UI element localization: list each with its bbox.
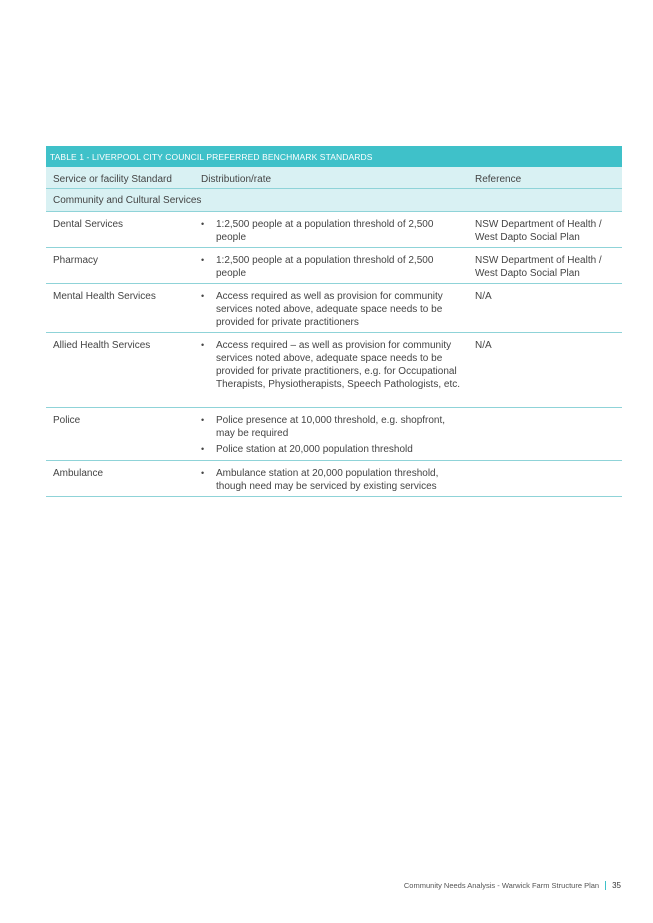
bullet-item: • Access required – as well as provision for community services noted above, adequate space needs to be provided for private practitioners, e.g. for Occupational Therapists, Physiotherapists, Speech Pathologists, etc. [216,339,462,391]
table-header-row [46,167,622,189]
table-row [46,248,622,284]
footer-document-title: Community Needs Analysis - Warwick Farm Structure Plan [403,881,600,890]
page-footer [404,881,621,890]
service-cell: Ambulance [53,468,104,479]
table-title: TABLE 1 - LIVERPOOL CITY COUNCIL PREFERRED BENCHMARK STANDARDS [46,146,622,167]
reference-cell [468,408,622,460]
distribution-cell [192,461,468,496]
service-cell: Mental Health Services [53,291,156,302]
distribution-cell [192,212,468,247]
table-row [46,461,622,497]
reference-cell: N/A [475,340,492,351]
service-cell: Allied Health Services [53,340,151,351]
reference-cell: N/A [475,291,492,302]
bullet-item: • Ambulance station at 20,000 population threshold, though need may be serviced by existing services [216,467,462,493]
bullet-item: • Access required as well as provision for community services noted above, adequate space needs to be provided for private practitioners [216,290,462,329]
distribution-cell [192,408,468,460]
reference-cell: NSW Department of Health / West Dapto Social Plan [475,255,602,279]
distribution-cell [192,284,468,332]
bullet-item: • Police presence at 10,000 threshold, e.g. shopfront, may be required [216,414,462,440]
section-label: Community and Cultural Services [46,189,622,212]
bullet-item: • 1:2,500 people at a population threshold of 2,500 people [216,254,462,280]
service-cell: Pharmacy [53,255,99,266]
distribution-cell [192,248,468,283]
reference-cell: NSW Department of Health / West Dapto Social Plan [475,219,602,243]
header-service: Service or facility Standard [53,174,172,185]
table-row [46,284,622,333]
page-number: 35 [612,881,621,890]
table-row [46,408,622,461]
service-cell: Dental Services [53,219,124,230]
table-row [46,212,622,248]
header-distribution: Distribution/rate [201,174,272,185]
bullet-item: • Police station at 20,000 population threshold [216,443,462,456]
header-reference: Reference [475,174,522,185]
bullet-item: • 1:2,500 people at a population threshold of 2,500 people [216,218,462,244]
footer-separator [605,881,606,890]
service-cell: Police [53,415,81,426]
table-row [46,333,622,408]
distribution-cell [192,333,468,407]
benchmark-standards-table [46,146,622,497]
reference-cell [468,461,622,496]
